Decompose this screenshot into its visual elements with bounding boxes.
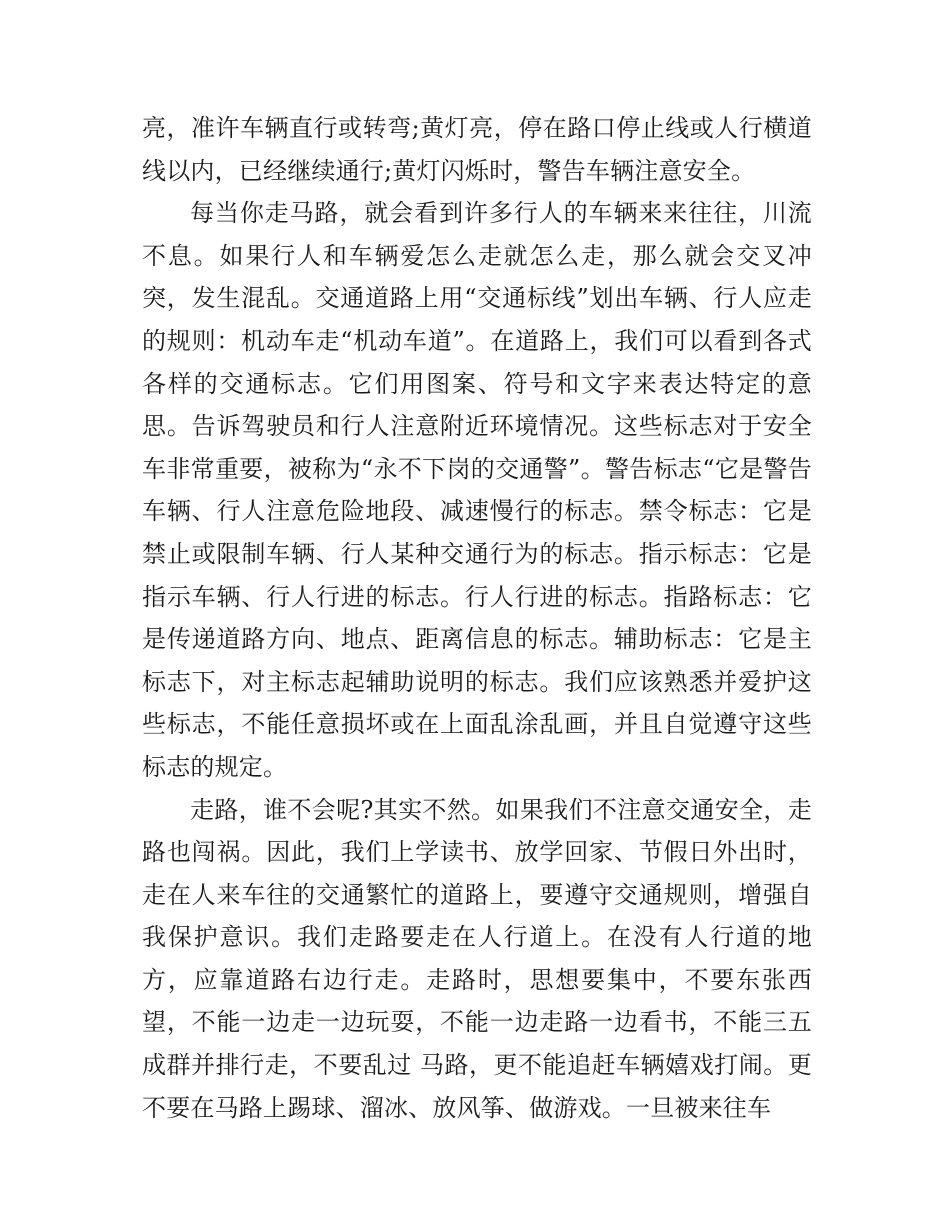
paragraph-traffic-signs: 每当你走马路，就会看到许多行人的车辆来来往往，川流不息。如果行人和车辆爱怎么走就怎么走，那么就会交叉冲突，发生混乱。交通道路上用“交通标线”划出车辆、行人应走的规则：机动车走“机动车道”。在道路上，我们可以看到各式各样的交通标志。它们用图案、符号和文字来表达特定的意思。告诉驾驶员和行人注意附近环境情况。这些标志对于安全车非常重要，被称为“永不下岗的交通警”。警告标志“它是警告车辆、行人注意危险地段、减速慢行的标志。禁令标志：它是禁止或限制车辆、行人某种交通行为的标志。指示标志：它是指示车辆、行人行进的标志。行人行进的标志。指路标志：它是传递道路方向、地点、距离信息的标志。辅助标志：它是主标志下，对主标志起辅助说明的标志。我们应该熟悉并爱护这些标志，不能任意损坏或在上面乱涂乱画，并且自觉遵守这些标志的规定。 <box>142 199 812 781</box>
paragraph-traffic-light-rules: 亮，准许车辆直行或转弯;黄灯亮，停在路口停止线或人行横道线以内，已经继续通行;黄灯闪烁时，警告车辆注意安全。 <box>142 114 812 185</box>
paragraph-walking-safety: 走路，谁不会呢?其实不然。如果我们不注意交通安全，走路也闯祸。因此，我们上学读书、放学回家、节假日外出时，走在人来车往的交通繁忙的道路上，要遵守交通规则，增强自我保护意识。我们走路要走在人行道上。在没有人行道的地方，应靠道路右边行走。走路时，思想要集中，不要东张西望，不能一边走一边玩耍，不能一边走路一边看书，不能三五成群并排行走，不要乱过 马路，更不能追赶车辆嬉戏打闹。更不要在马路上踢球、溜冰、放风筝、做游戏。一旦被来往车 <box>142 795 812 1122</box>
document-body <box>142 107 812 1129</box>
